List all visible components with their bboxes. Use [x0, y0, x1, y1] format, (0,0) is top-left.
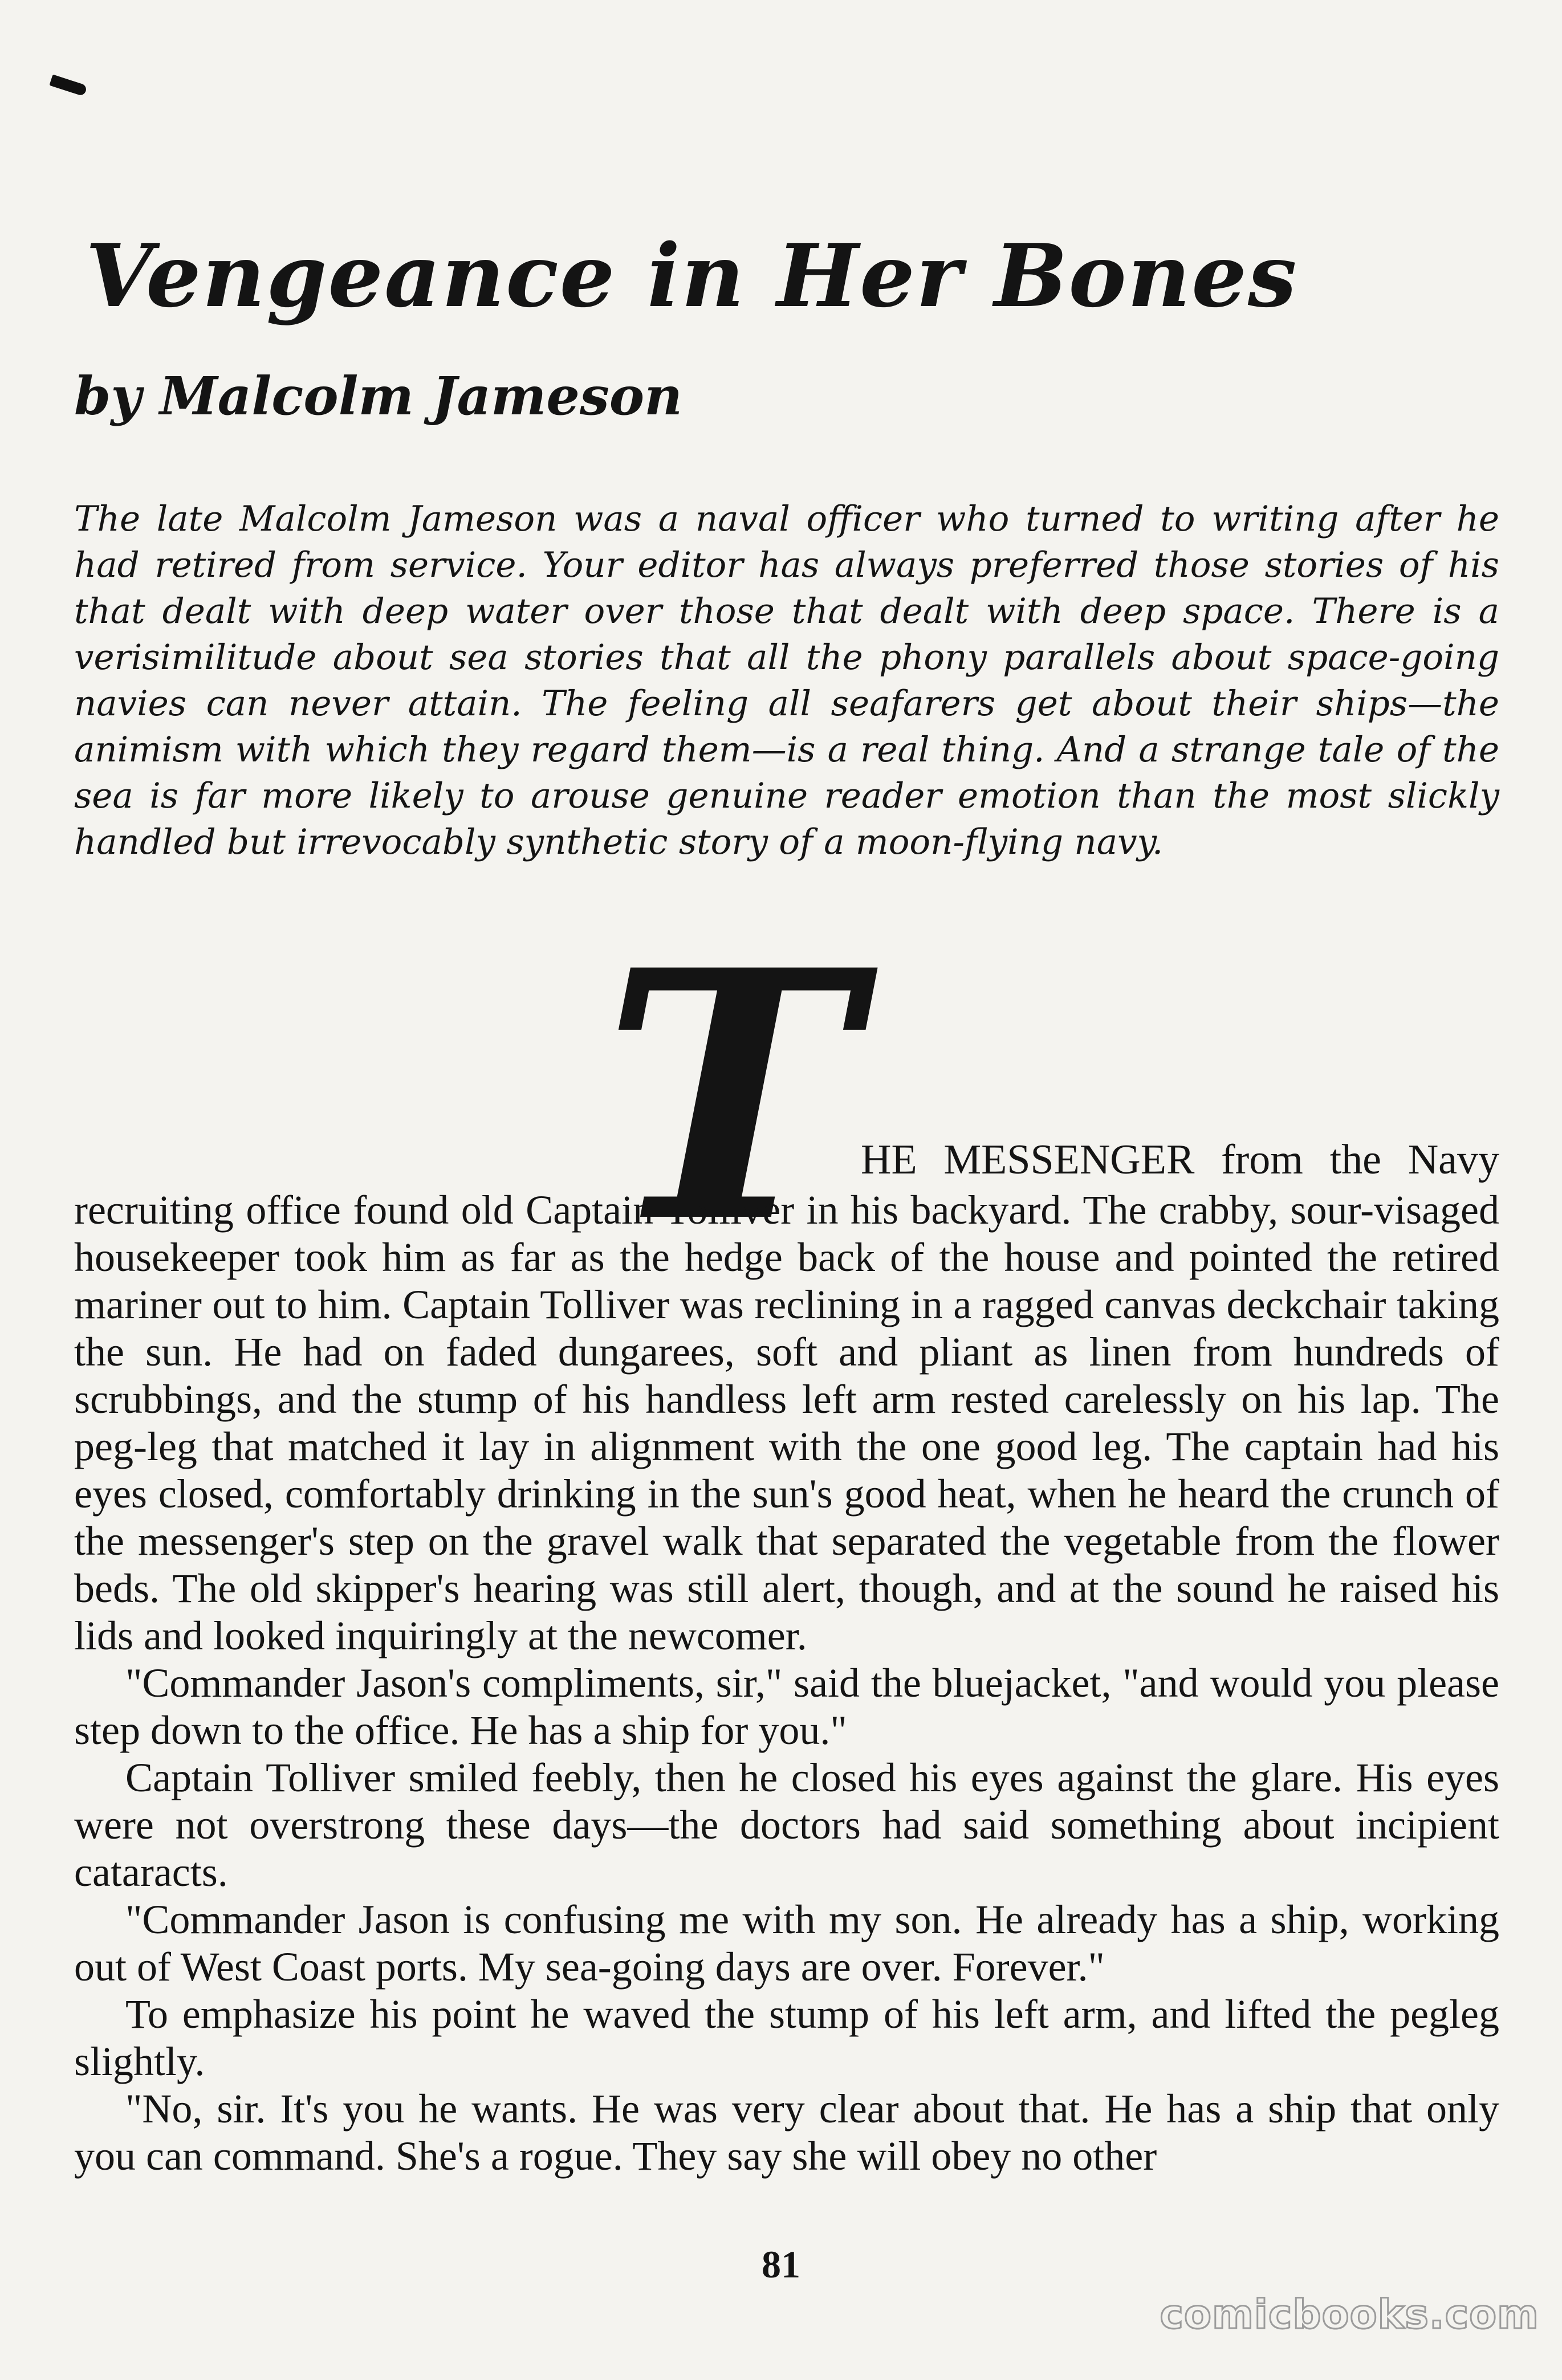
- editor-introduction: The late Malcolm Jameson was a naval officer who turned to writing after he had retired from service. Your editor has always preferred those stories of his that dealt with deep water over those that dealt with deep space. There is a verisimilitude about sea stories that all the phony parallels about space-going navies can never attain. The feeling all seafarers get about their ships—the animism with which they regard them—is a real thing. And a strange tale of the sea is far more likely to arouse genuine reader emotion than the most slickly handled but irrevocably synthetic story of a moon-flying navy.: [74, 499, 1499, 862]
- story-body: [74, 1187, 1499, 2180]
- body-paragraph-4: "Commander Jason is confusing me with my son. He already has a ship, working out of West Coast ports. My sea-going days are over. Forever.": [74, 1897, 1499, 1990]
- drop-cap: T: [602, 896, 857, 1298]
- body-paragraph-1: recruiting office found old Captain Tolliver in his backyard. The crabby, sour-visaged housekeeper took him as far as the hedge back of the house and pointed the retired mariner out to him. Captain Tolliver was reclining in a ragged canvas deckchair taking the sun. He had on faded dungarees, soft and pliant as linen from hundreds of scrubbings, and the stump of his handless left arm rested carelessly on his lap. The peg-leg that matched it lay in alignment with the one good leg. The captain had his eyes closed, comfortably drinking in the sun's good heat, when he heard the crunch of the messenger's step on the gravel walk that separated the vegetable from the flower beds. The old skipper's hearing was still alert, though, and at the sound he raised his lids and looked inquiringly at the newcomer.: [74, 1187, 1499, 1658]
- body-paragraph-2: "Commander Jason's compliments, sir," said the bluejacket, "and would you please step down to the office. He has a ship for you.": [74, 1660, 1499, 1753]
- site-watermark: comicbooks.com: [1160, 2291, 1539, 2338]
- corner-ink-mark: [49, 75, 87, 97]
- story-title: Vengeance in Her Bones: [86, 225, 1298, 327]
- page-number: 81: [762, 2243, 800, 2286]
- story-byline: by Malcolm Jameson: [74, 365, 682, 427]
- opening-line: HE MESSENGER from the Navy: [861, 1136, 1499, 1183]
- body-paragraph-3: Captain Tolliver smiled feebly, then he closed his eyes against the glare. His eyes were not overstrong these days—the doctors had said something about incipient cataracts.: [74, 1755, 1499, 1895]
- body-paragraph-5: To emphasize his point he waved the stump of his left arm, and lifted the pegleg slightly.: [74, 1991, 1499, 2084]
- body-paragraph-6: "No, sir. It's you he wants. He was very clear about that. He has a ship that only you can command. She's a rogue. They say she will obey no other: [74, 2086, 1499, 2179]
